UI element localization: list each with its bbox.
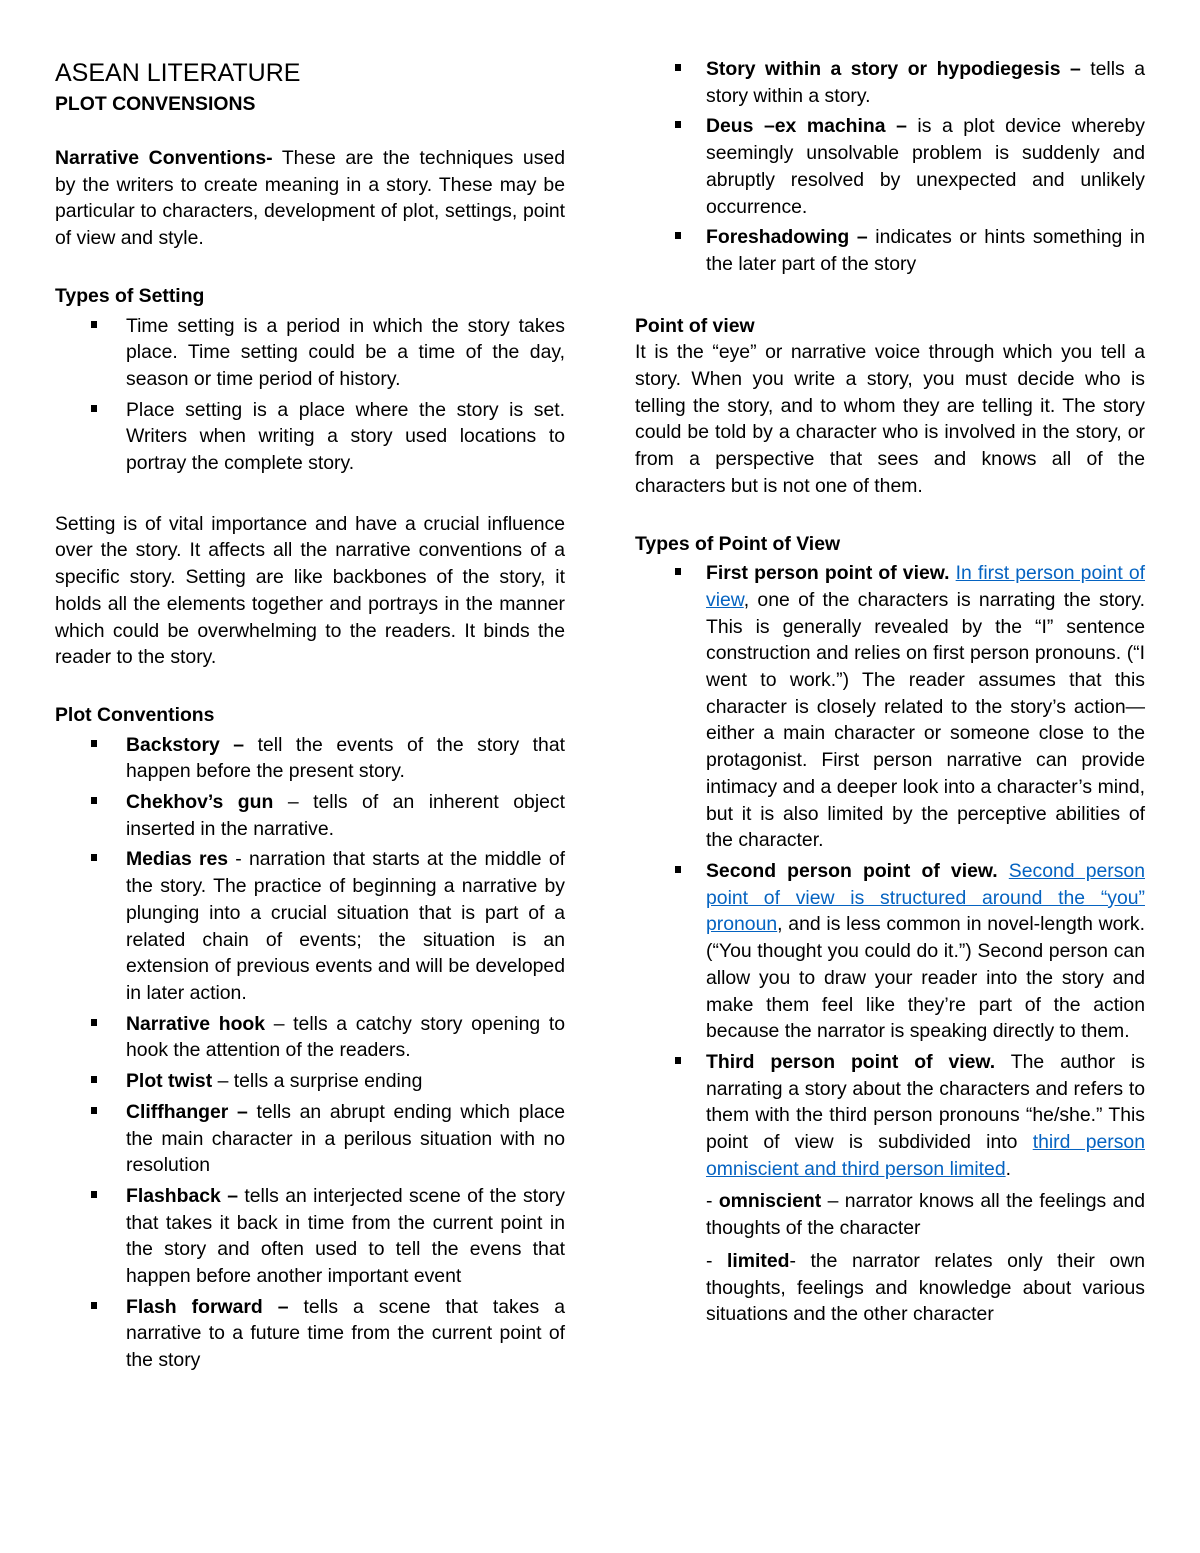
point-of-view-paragraph: It is the “eye” or narrative voice through which you tell a story. When you write a story, you must decide who is telling the story, and to whom they are telling it. The story could be told by a character who is involved in the story, or from a perspective that sees and knows all of the characters but is not one of them. bbox=[635, 341, 1145, 497]
list-item: Foreshadowing – indicates or hints something in the later part of the story bbox=[635, 224, 1145, 277]
bullet-icon bbox=[91, 321, 97, 328]
plot-conventions-list-continued bbox=[635, 56, 1145, 278]
document-title: ASEAN LITERATURE bbox=[55, 59, 301, 87]
bullet-icon bbox=[91, 854, 97, 861]
list-item: Place setting is a place where the story is set. Writers when writing a story used locations to portray the complete story. bbox=[55, 397, 565, 477]
left-column bbox=[55, 54, 565, 1378]
plot-conventions-heading: Plot Conventions bbox=[55, 703, 215, 726]
limited-subpoint: - limited- the narrator relates only their own thoughts, feelings and knowledge about various situations and the other character bbox=[706, 1249, 1145, 1326]
list-item: Flash forward – tells a scene that takes a narrative to a future time from the current point of the story bbox=[55, 1294, 565, 1374]
list-item: Medias res - narration that starts at the middle of the story. The practice of beginning a narrative by plunging into a crucial situation that is part of a related chain of events; the situation is an extension of previous events and will be developed in later action. bbox=[55, 846, 565, 1006]
narrative-conventions-term: Narrative Conventions- bbox=[55, 147, 273, 169]
bullet-icon bbox=[91, 1076, 97, 1083]
types-of-pov-heading: Types of Point of View bbox=[635, 532, 841, 555]
bullet-icon bbox=[91, 797, 97, 804]
first-person-link[interactable]: In first person point of view bbox=[706, 562, 1146, 611]
bullet-icon bbox=[91, 1302, 97, 1309]
bullet-icon bbox=[675, 232, 681, 239]
list-item: Plot twist – tells a surprise ending bbox=[55, 1068, 565, 1095]
bullet-icon bbox=[675, 1057, 681, 1064]
list-item: Second person point of view. Second person point of view is structured around the “you” pronoun, and is less common in novel-length work. (“You thought you could do it.”) Second person can allow you to draw your reader into the story and make them feel like they’re part of the action because the narrator is speaking directly to them. bbox=[635, 858, 1145, 1045]
bullet-icon bbox=[91, 405, 97, 412]
types-of-setting-heading: Types of Setting bbox=[55, 284, 205, 307]
setting-list bbox=[55, 313, 565, 477]
list-item: Backstory – tell the events of the story that happen before the present story. bbox=[55, 732, 565, 785]
plot-conventions-list bbox=[55, 732, 565, 1374]
document-subtitle: PLOT CONVENSIONS bbox=[55, 93, 256, 115]
list-item: Story within a story or hypodiegesis – tells a story within a story. bbox=[635, 56, 1145, 109]
narrative-conventions-text: These are the techniques used by the writers to create meaning in a story. These may be particular to characters, development of plot, settings, point of view and style. bbox=[55, 147, 565, 250]
point-of-view-heading: Point of view bbox=[635, 314, 755, 337]
bullet-icon bbox=[91, 1191, 97, 1198]
pov-list bbox=[635, 560, 1145, 1328]
bullet-icon bbox=[675, 866, 681, 873]
bullet-icon bbox=[91, 740, 97, 747]
list-item: Third person point of view. The author is narrating a story about the characters and refers to them with the third person pronouns “he/she.” This point of view is subdivided into third person omniscient and third person limited. - omniscient – narrator knows all the feelings and thoughts of the character - limited- the narrator relates only their own thoughts, feelings and knowledge about various situations and the other character bbox=[635, 1049, 1145, 1328]
omniscient-subpoint: - omniscient – narrator knows all the feelings and thoughts of the character bbox=[706, 1190, 1145, 1240]
bullet-icon bbox=[675, 64, 681, 71]
list-item: Flashback – tells an interjected scene of the story that takes it back in time from the current point in the story and often used to tell the evens that happen before another important event bbox=[55, 1183, 565, 1290]
list-item: Narrative hook – tells a catchy story opening to hook the attention of the readers. bbox=[55, 1011, 565, 1064]
list-item: Cliffhanger – tells an abrupt ending which place the main character in a perilous situation with no resolution bbox=[55, 1099, 565, 1179]
right-column bbox=[635, 56, 1145, 1332]
bullet-icon bbox=[91, 1107, 97, 1114]
second-person-link[interactable]: Second person point of view is structured around the “you” pronoun bbox=[706, 859, 1145, 936]
bullet-icon bbox=[675, 568, 681, 575]
list-item: Time setting is a period in which the story takes place. Time setting could be a time of the day, season or time period of history. bbox=[55, 313, 565, 393]
setting-paragraph: Setting is of vital importance and have a crucial influence over the story. It affects all the narrative conventions of a specific story. Setting are like backbones of the story, it holds all the elements together and portrays in the manner which could be overwhelming to the readers. It binds the reader to the story. bbox=[55, 512, 565, 669]
list-item: Deus –ex machina – is a plot device whereby seemingly unsolvable problem is suddenly and abruptly resolved by unexpected and unlikely occurrence. bbox=[635, 113, 1145, 220]
list-item: First person point of view. In first person point of view, one of the characters is narrating the story. This is generally revealed by the “I” sentence construction and relies on first person pronouns. (“I went to work.”) The reader assumes that this character is closely related to the story’s action—either a main character or someone close to the protagonist. First person narrative can provide intimacy and a deeper look into a character’s mind, but it is also limited by the perceptive abilities of the character. bbox=[635, 560, 1145, 854]
bullet-icon bbox=[91, 1019, 97, 1026]
third-person-link[interactable]: third person omniscient and third person limited bbox=[706, 1131, 1145, 1180]
list-item: Chekhov’s gun – tells of an inherent object inserted in the narrative. bbox=[55, 789, 565, 842]
bullet-icon bbox=[675, 121, 681, 128]
narrative-conventions-paragraph bbox=[55, 145, 565, 252]
